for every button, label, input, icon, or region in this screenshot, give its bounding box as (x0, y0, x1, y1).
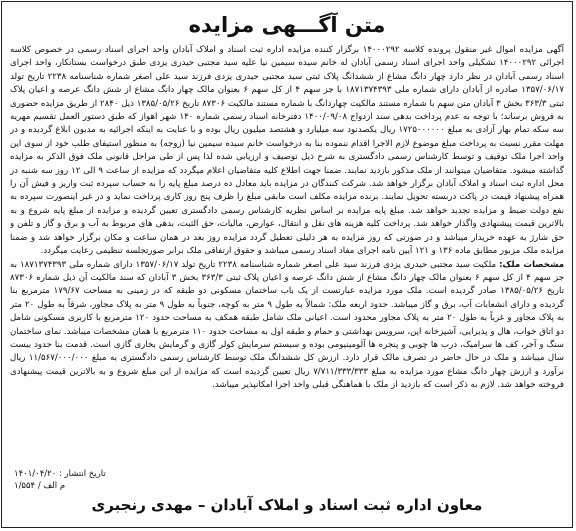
specs-label: مشخصات ملک: (499, 259, 564, 270)
publication-date: تاریخ انتشار : ۱۴۰۱/۰۴/۲۰ (14, 469, 106, 479)
notice-paragraph-1: آگهی مزایده اموال غیر منقول پرونده کلاسه ۱۴۰۰۰۲۹۲ برگزار کننده مزایده اداره ثبت اسناد و املاک آبادان واحد اجرای اسناد رسمی در خصوص کلاسه اجرائی ۱۴۰۰۰۲۹۲ تشکیلی واحد اجرای اسناد رسمی آبادان له خانم سیده سیمین نیا علیه سید مجتبی حیدری یزدی طبق درخواست بستانکار، واحد اجرای اسناد رسمی آبادان در نظر دارد چهار دانگ مشاع از ششدانگ پلاک ثبتی سید مجتبی حیدری یزدی فرزند سید علی اصغر شماره شناسنامه ۲۲۳۸ تاریخ تولد ۱۳۵۷/۰۶/۱۷ صادره از آبادان دارای شماره ملی ۱۸۷۱۳۷۴۳۹۳ با جز سهم ۴ از کل سهم ۶ بعنوان مالک چهار دانگ مشاع از شش دانگ عرصه و اعیان پلاک ثبتی ۳۶۳/۳ بخش ۳ آبادان متن سهم با شماره مستند مالکیت چهاردانگ با شماره مستند مالکیت ۸۷۳۰۶ تاریخ ۱۳۸۵/۰۵/۲۶ ذیل ۲۸۴۰ از طریق مزایده حضوری به فروش برساند؛ با توجه به عدم پرداخت بدهی سند ازدواج ۱۴۰۰/۰۹/۰۸ دفترخانه اسناد رسمی شماره ۱۴۰ شهر اهواز که طبق دستور العمل تقسیم مهریه سه سکه تمام بهار آزادی به مبلغ ۱۷۲۵۰۰۰۰۰۰ ریال یکصدنود سه میلیارد و هشتصد میلیون ریال بوده و با عنایت به اینکه اجرائیه به مدیون ابلاغ گردیده و در مهلت مقرر نسبت به پرداخت مبلغ موضوع لازم الاجرا اقدام ننموده بنا به درخواست خانم سیده سیمین نیا (زوجه) به منظور استیفای طلب خود از سوی این واحد اجرا ملک توقیف و توسط کارشناس رسمی دادگستری به شرح ذیل توصیف و ارزیابی شده لذا پس از طی مراحل قانونی ملک فوق الذکر به مزایده گذاشته میشود. متقاضیان میتوانند از ملک مذکور بازدید نمایند. ضمنا جهت اطلاع کلیه متقاضیان اعلام میگردد که مزایده از ساعت ۹ الی ۱۲ روز سه شنبه در محل اداره ثبت اسناد و املاک آبادان برگزار خواهد شد. شرکت کنندگان در مزایده باید معادل ده درصد مبلغ پایه را به حساب سپرده ثبت واریز و فیش آن را همراه پیشنهاد قیمت در پاکت دربسته تحویل نمایند. برنده مزایده مکلف است مابقی مبلغ را ظرف پنج روز کاری پرداخت نماید و در غیر اینصورت سپرده به نفع دولت ضبط و مزایده تجدید خواهد شد. مبلغ پایه مزایده بر اساس نظریه کارشناس رسمی دادگستری تعیین گردیده و مزایده از مبلغ پایه شروع و به بالاترین قیمت پیشنهادی واگذار خواهد شد. پرداخت کلیه هزینه های نقل و انتقال، عوارض، مالیات، حق الثبت، بدهی های مربوط به آب و برق و گاز و تلفن و حق شارژ به عهده خریدار میباشد و در صورتی که روز مزایده به هر دلیلی تعطیل گردد مزایده روز بعد در همان ساعت و مکان برگزار خواهد شد و ضمنا مزایده ملک مزبور مطابق ماده ۱۳۶ و ۱۲۱ آیین نامه اجرای مفاد اسناد رسمی میباشد و حقوق ارتفاقی ملک برابر صورتجلسه تنظیمی رعایت میگردد. (10, 45, 564, 257)
reference-code: م الف / ۱/۵۵۴ (14, 481, 66, 491)
publication-meta (14, 468, 106, 492)
specs-text: ملکیت سید مجتبی حیدری یزدی فرزند سید علی اصغر شماره شناسنامه ۲۲۳۸ تاریخ تولد ۱۳۵۷/۰۶/۱۷ دارای شماره ملی ۱۸۷۱۳۷۴۳۹۳ به جز سهم ۴ از کل سهم ۶ بعنوان مالک چهار دانگ مشاع از شش دانگ عرصه و اعیان پلاک ثبتی ۳۶۳/۳ بخش ۳ آبادان که سند مالکیت آن ذیل شماره ۸۷۳۰۶ تاریخ ۱۳۸۵/۰۵/۲۶ صادر گردیده است. ملک مورد مزایده عبارتست از یک باب ساختمان مسکونی دو طبقه که در زمینی به مساحت ۱۷۹/۶۷ مترمربع بنا گردیده و دارای انشعابات آب، برق و گاز میباشد. حدود اربعه ملک: شمالاً به طول ۹ متر به کوچه، جنوباً به طول ۹ متر به پلاک مجاور، شرقاً به طول ۲۰ متر به پلاک مجاور و غرباً به طول ۲۰ متر به پلاک مجاور محدود است. اعیانی ملک شامل طبقه همکف به مساحت حدود ۱۲۰ مترمربع با کاربری مسکونی شامل دو اتاق خواب، هال و پذیرایی، آشپزخانه اپن، سرویس بهداشتی و حمام و طبقه اول به مساحت حدود ۱۱۰ مترمربع با همان مشخصات میباشد. نمای ساختمان سنگ و آجر، کف ها سرامیک، درب ها چوبی و پنجره ها آلومینیومی بوده و سیستم سرمایش کولر گازی و گرمایش بخاری گازی است. قدمت بنا حدود بیست سال میباشد و ملک در حال حاضر در تصرف مالک قرار دارد. ارزش کل ششدانگ ملک توسط کارشناس رسمی دادگستری به مبلغ ۱۱/۵۶۷/۰۰۰/۰۰۰ ریال برآورد و ارزش چهار دانگ مشاع مورد مزایده به مبلغ ۷/۷۱۱/۳۳۳/۳۳۳ ریال تعیین گردیده است که مزایده از این مبلغ شروع و به بالاترین قیمت پیشنهادی فروخته خواهد شد. لازم به ذکر است که بازدید از ملک با هماهنگی قبلی واحد اجرا امکانپذیر میباشد. (10, 259, 564, 391)
auction-notice (1, 1, 573, 528)
notice-paragraph-2 (10, 259, 564, 393)
notice-title: متن آگـــهی مزایده (188, 13, 386, 37)
notice-body (10, 44, 564, 484)
signature-footer: معاون اداره ثبت اسناد و املاک آبادان – مهدی رنجبری (91, 496, 483, 514)
